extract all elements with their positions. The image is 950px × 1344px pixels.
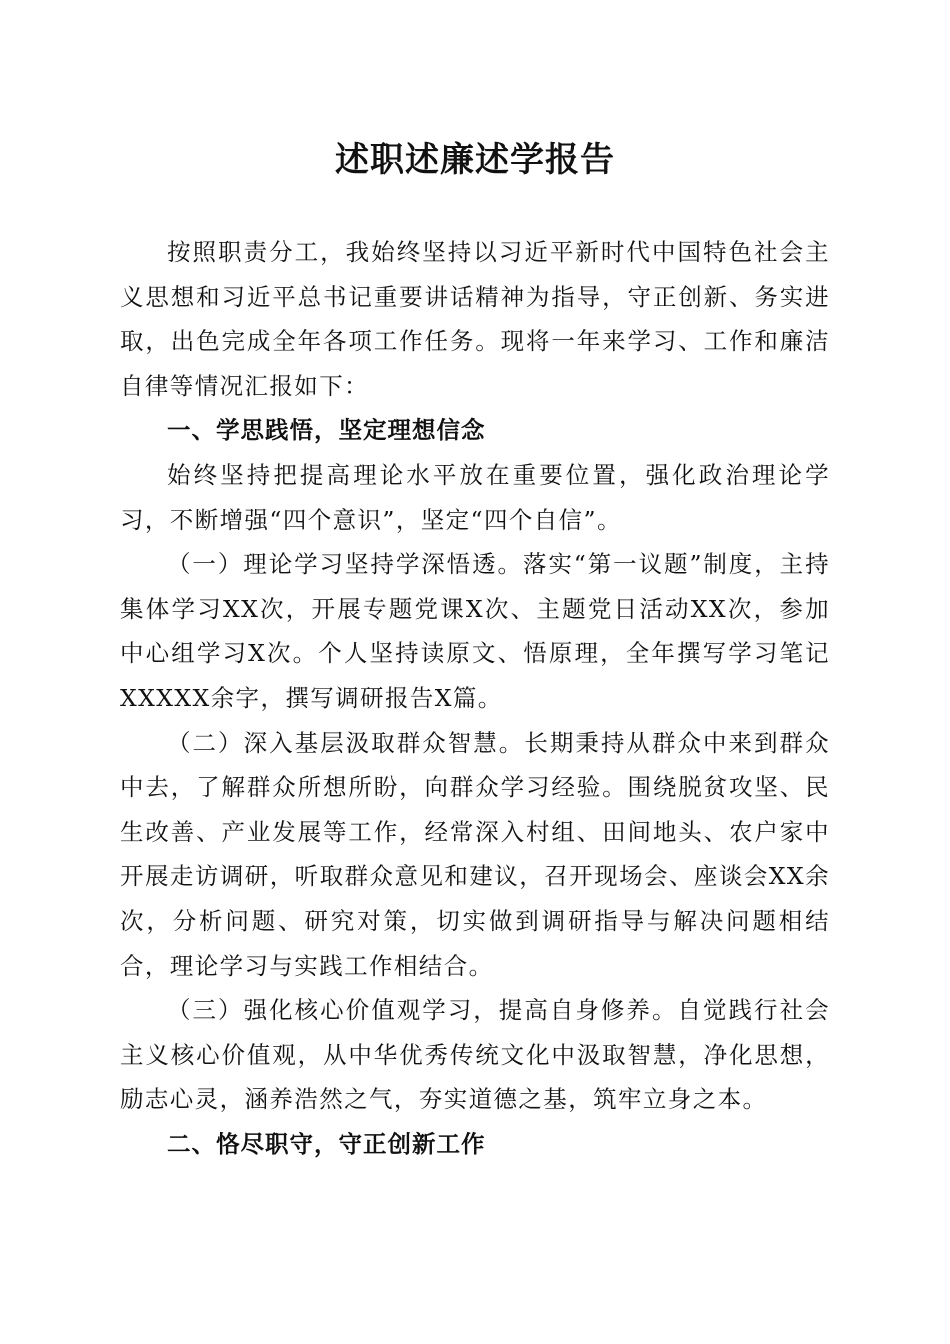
subsection-lead-2: （二）深入基层汲取群众智慧。 (167, 728, 525, 757)
section1-summary-paragraph: 始终坚持把提高理论水平放在重要位置，强化政治理论学习，不断增强“四个意识”，坚定“四个自信”。 (120, 460, 830, 534)
subsection-lead-1: （一）理论学习坚持学深悟透。 (167, 550, 523, 579)
section-heading-1: 一、学思践悟，坚定理想信念 (167, 416, 486, 445)
subsection-text-3: 自觉践行社会主义核心价值观，从中华优秀传统文化中汲取智慧，净化思想，励志心灵，涵养浩然之气，夯实道德之基，筑牢立身之本。 (120, 996, 831, 1114)
intro-paragraph: 按照职责分工，我始终坚持以习近平新时代中国特色社会主义思想和习近平总书记重要讲话精神为指导，守正创新、务实进取，出色完成全年各项工作任务。现将一年来学习、工作和廉洁自律等情况汇报如下： (120, 238, 830, 400)
subsection-lead-3: （三）强化核心价值观学习，提高自身修养。 (167, 996, 678, 1025)
document-body (120, 230, 830, 1166)
subsection-text-2: 长期秉持从群众中来到群众中去，了解群众所想所盼，向群众学习经验。围绕脱贫攻坚、民生改善、产业发展等工作，经常深入村组、田间地头、农户家中开展走访调研，听取群众意见和建议，召开现场会、座谈会XX余次，分析问题、研究对策，切实做到调研指导与解决问题相结合，理论学习与实践工作相结合。 (120, 728, 830, 980)
subsection-paragraph-3 (120, 988, 830, 1122)
subsection-text-1: 落实“第一议题”制度，主持集体学习XX次，开展专题党课X次、主题党日活动XX次，参加中心组学习X次。个人坚持读原文、悟原理，全年撰写学习笔记XXXXX余字，撰写调研报告X篇。 (120, 550, 830, 712)
subsection-paragraph-2 (120, 721, 830, 989)
subsection-paragraph-1 (120, 542, 830, 720)
document-title: 述职述廉述学报告 (335, 140, 615, 180)
section-heading-2: 二、恪尽职守，守正创新工作 (167, 1129, 486, 1158)
